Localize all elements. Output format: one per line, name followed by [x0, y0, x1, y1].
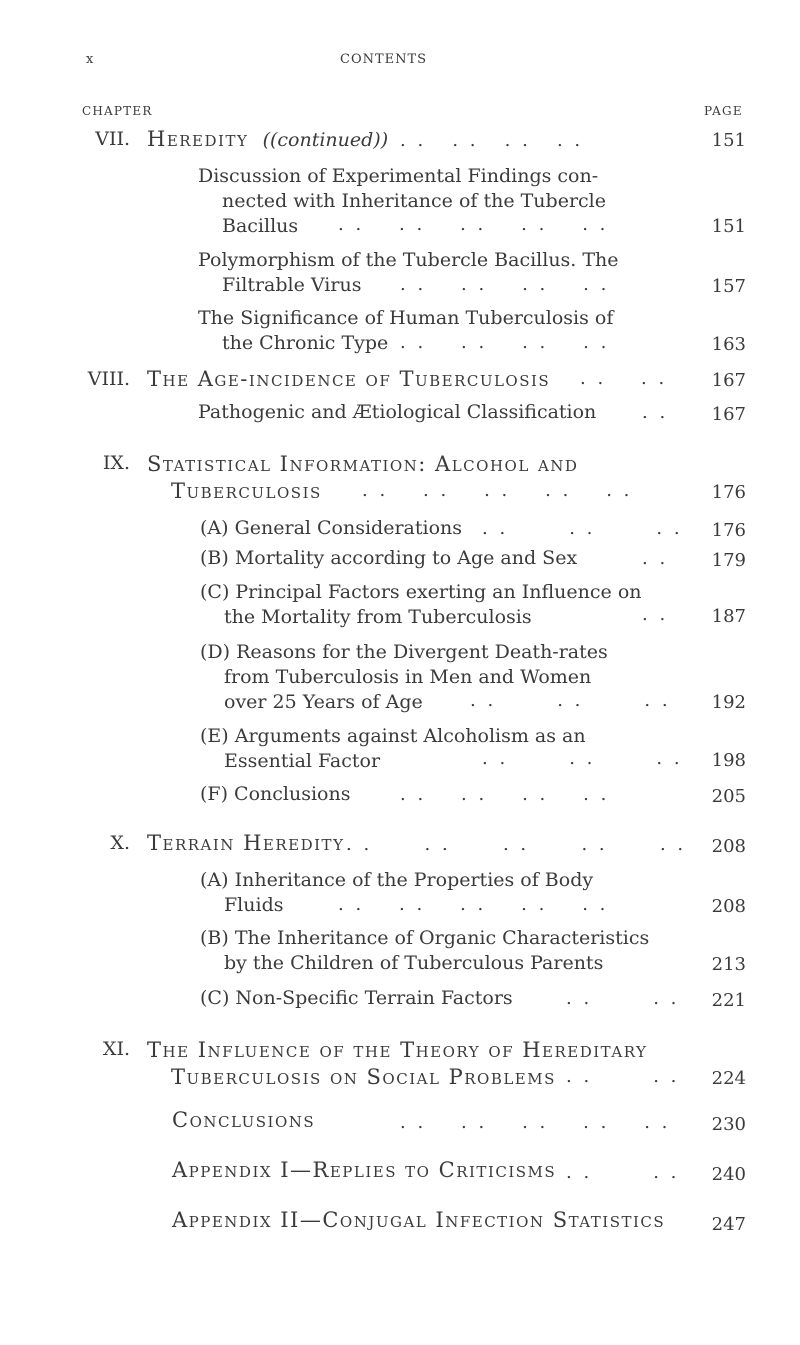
chapter-numeral: XI. — [102, 1038, 130, 1060]
entry-line: (A) General Considerations — [200, 517, 463, 539]
entry-line: Filtrable Virus — [222, 274, 362, 296]
chapter-title-suffix: (continued) — [269, 129, 381, 151]
entry-line: over 25 Years of Age — [224, 691, 423, 713]
leader-dots: . . — [642, 548, 669, 569]
entry-page: 176 — [711, 520, 746, 541]
toc-entry — [200, 546, 577, 571]
entry-page: 179 — [711, 550, 746, 571]
leader-dots: . . . . . . . . . . — [362, 480, 633, 501]
entry-page: 213 — [711, 954, 746, 975]
chapter-page: 167 — [711, 370, 746, 391]
leader-dots: . . . . . . — [470, 690, 671, 711]
entry-line: from Tuberculosis in Men and Women — [224, 666, 592, 688]
leader-dots: . . . . . . . . — [400, 784, 610, 805]
entry-line: (E) Arguments against Alcoholism as an — [200, 725, 586, 747]
running-title: CONTENTS — [340, 52, 428, 67]
leader-dots: . . — [642, 402, 669, 423]
chapter-title-line: Statistical Information: Alcohol and — [147, 452, 579, 476]
entry-page: 205 — [711, 786, 746, 807]
entry-page: 163 — [711, 334, 746, 355]
leader-dots: . . . . . . — [482, 518, 683, 539]
entry-page: 208 — [711, 896, 746, 917]
toc-entry — [200, 516, 462, 541]
leader-dots: . . . . — [566, 1066, 680, 1087]
entry-page: 198 — [711, 750, 746, 771]
back-matter-page: 247 — [711, 1214, 746, 1235]
entry-page: 151 — [711, 216, 746, 237]
toc-entry — [200, 580, 642, 630]
entry-page: 192 — [711, 692, 746, 713]
leader-dots: . . . . . . . . . . — [346, 834, 687, 855]
leader-dots: . . . . . . . . . . — [400, 1112, 671, 1133]
chapter-numeral: VII. — [95, 128, 130, 150]
page-column-label: PAGE — [704, 104, 743, 118]
toc-entry — [200, 986, 513, 1011]
leader-dots: . . — [642, 604, 669, 625]
entry-line: (A) Inheritance of the Properties of Body — [200, 869, 594, 891]
entry-line: Polymorphism of the Tubercle Bacillus. The — [198, 249, 619, 271]
page-number-roman: x — [86, 52, 95, 67]
chapter-page: 224 — [711, 1068, 746, 1089]
chapter-numeral: VIII. — [87, 368, 130, 390]
entry-page: 187 — [711, 606, 746, 627]
entry-line: by the Children of Tuberculous Parents — [224, 952, 604, 974]
chapter-title: The Age-incidence of Tuberculosis — [147, 367, 551, 391]
entry-line: nected with Inheritance of the Tubercle — [222, 190, 606, 212]
toc-entry — [200, 782, 350, 807]
chapter-page: 151 — [711, 130, 746, 151]
entry-line: (F) Conclusions — [200, 783, 351, 805]
chapter-title: Terrain Heredity — [147, 831, 345, 855]
chapter-title-text: Heredity — [147, 127, 249, 151]
back-matter-page: 230 — [711, 1114, 746, 1135]
leader-dots: . . . . . . . . — [400, 332, 610, 353]
back-matter-page: 240 — [711, 1164, 746, 1185]
entry-page: 157 — [711, 276, 746, 297]
chapter-numeral: X. — [110, 832, 130, 854]
entry-line: (B) Mortality according to Age and Sex — [200, 547, 578, 569]
leader-dots: . . . . . . . . — [400, 274, 610, 295]
chapter-title: Heredity ((continued)) — [147, 127, 389, 151]
leader-dots: . . . . . . . . . . — [338, 894, 609, 915]
entry-line: Fluids — [224, 894, 284, 916]
chapter-page: 176 — [711, 482, 746, 503]
entry-line: Bacillus — [222, 215, 299, 237]
chapter-title-line: The Influence of the Theory of Hereditary — [147, 1038, 648, 1062]
leader-dots: . . . . — [566, 1162, 680, 1183]
entry-line: (B) The Inheritance of Organic Characteristics — [200, 927, 650, 949]
chapter-title-line: Tuberculosis — [171, 479, 322, 503]
entry-line: (C) Non-Specific Terrain Factors — [200, 987, 513, 1009]
chapter-title-line: Tuberculosis on Social Problems — [171, 1065, 556, 1089]
leader-dots: . . . . — [580, 368, 668, 389]
entry-page: 221 — [711, 990, 746, 1011]
entry-line: Pathogenic and Ætiological Classification — [198, 401, 597, 423]
entry-line: (D) Reasons for the Divergent Death-rates — [200, 641, 608, 663]
chapter-page: 208 — [711, 836, 746, 857]
back-matter-title: Appendix II—Conjugal Infection Statistics — [172, 1208, 666, 1232]
entry-line: Discussion of Experimental Findings con- — [198, 165, 599, 187]
entry-page: 167 — [711, 404, 746, 425]
leader-dots: . . . . . . . . — [400, 130, 584, 151]
chapter-column-label: CHAPTER — [82, 104, 153, 118]
toc-entry — [198, 400, 596, 425]
toc-entry — [200, 926, 649, 976]
back-matter-title: Appendix I—Replies to Criticisms — [172, 1158, 557, 1182]
chapter-numeral: IX. — [102, 452, 130, 474]
leader-dots: . . . . . . . . . . — [338, 214, 609, 235]
entry-line: the Mortality from Tuberculosis — [224, 606, 532, 628]
leader-dots: . . . . . . — [482, 748, 683, 769]
entry-line: Essential Factor — [224, 750, 381, 772]
leader-dots: . . . . — [566, 988, 680, 1009]
back-matter-title: Conclusions — [172, 1108, 316, 1132]
entry-line: The Significance of Human Tuberculosis of — [198, 307, 614, 329]
entry-line: (C) Principal Factors exerting an Influence on — [200, 581, 642, 603]
entry-line: the Chronic Type — [222, 332, 389, 354]
